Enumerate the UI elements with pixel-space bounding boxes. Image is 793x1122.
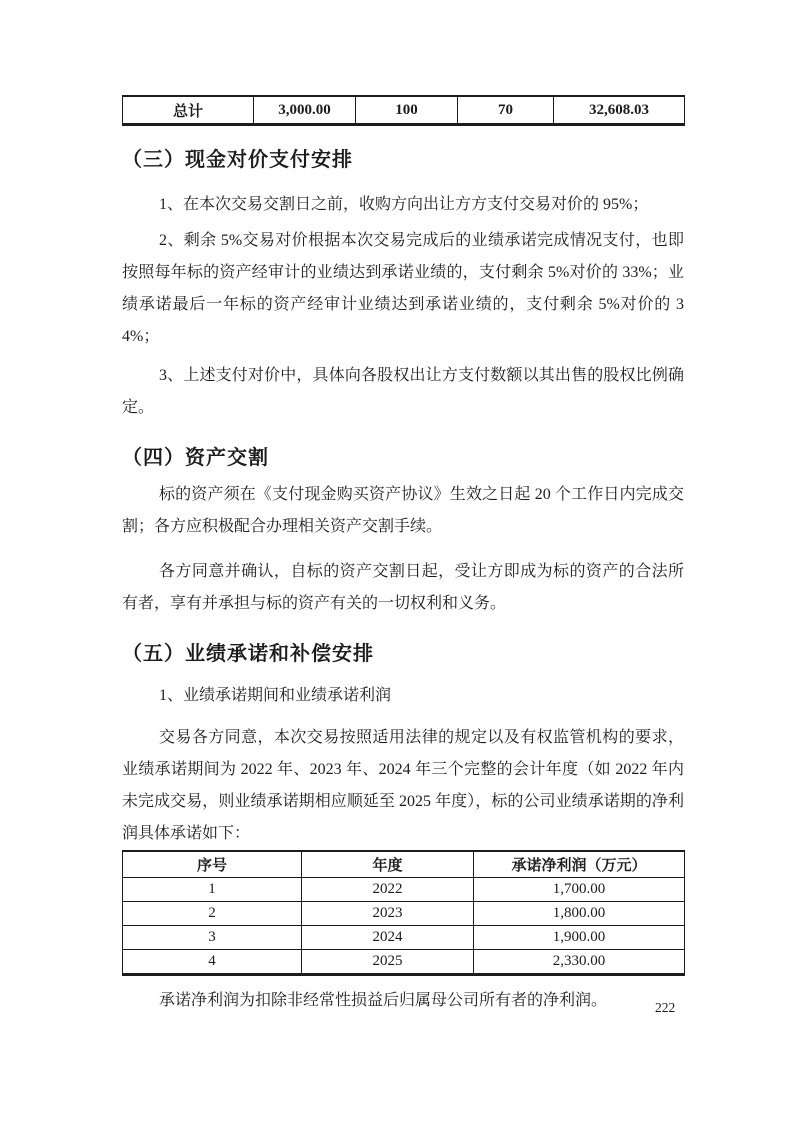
cell-year: 2023 [302, 902, 474, 926]
table-row [123, 950, 685, 975]
paragraph: 2、剩余 5%交易对价根据本次交易完成后的业绩承诺完成情况支付，也即按照每年标的资产经审计的业绩达到承诺业绩的，支付剩余 5%对价的 33%；业绩承诺最后一年标的资产经审计业绩达到承诺业绩的，支付剩余 5%对价的 34%； [122, 232, 684, 345]
total-cell: 100 [356, 96, 458, 125]
cell-profit: 1,800.00 [474, 902, 685, 926]
cell-index: 1 [123, 878, 302, 902]
cell-index: 3 [123, 926, 302, 950]
table-row [123, 902, 685, 926]
paragraph: 交易各方同意，本次交易按照适用法律的规定以及有权监管机构的要求，业绩承诺期间为 2022 年、2023 年、2024 年三个完整的会计年度（如 2022 年内未完成交易，则业绩承诺期相应顺延至 2025 年度），标的公司业绩承诺期的净利润具体承诺如下： [122, 729, 684, 842]
paragraph: 3、上述支付对价中，具体向各股权出让方支付数额以其出售的股权比例确定。 [122, 367, 684, 416]
cell-year: 2024 [302, 926, 474, 950]
cell-year: 2022 [302, 878, 474, 902]
table-row [123, 878, 685, 902]
paragraph: 1、在本次交易交割日之前，收购方向出让方方支付交易对价的 95%； [159, 196, 649, 213]
section-heading-4: （四）资产交割 [122, 447, 269, 469]
document-content [122, 0, 684, 1017]
cell-profit: 1,700.00 [474, 878, 685, 902]
table-header-row [123, 851, 685, 878]
carryover-total-table [122, 95, 685, 126]
paragraph: 标的资产须在《支付现金购买资产协议》生效之日起 20 个工作日内完成交割；各方应积极配合办理相关资产交割手续。 [122, 486, 684, 535]
profit-commitment-table [122, 850, 685, 976]
cell-index: 2 [123, 902, 302, 926]
subitem-heading: 1、业绩承诺期间和业绩承诺利润 [159, 687, 392, 704]
header-cell-profit: 承诺净利润（万元） [474, 851, 685, 878]
page-number: 222 [655, 1000, 676, 1015]
header-cell-index: 序号 [123, 851, 302, 878]
cell-index: 4 [123, 950, 302, 975]
paragraph: 承诺净利润为扣除非经常性损益后归属母公司所有者的净利润。 [159, 992, 608, 1009]
paragraph: 各方同意并确认，自标的资产交割日起，受让方即成为标的资产的合法所有者，享有并承担与标的资产有关的一切权利和义务。 [122, 563, 684, 612]
header-cell-year: 年度 [302, 851, 474, 878]
cell-year: 2025 [302, 950, 474, 975]
total-cell: 3,000.00 [254, 96, 356, 125]
total-cell: 70 [458, 96, 554, 125]
total-label-cell: 总计 [123, 96, 254, 125]
cell-profit: 2,330.00 [474, 950, 685, 975]
table-row [123, 926, 685, 950]
section-heading-3: （三）现金对价支付安排 [122, 149, 353, 171]
total-cell: 32,608.03 [554, 96, 685, 125]
section-heading-5: （五）业绩承诺和补偿安排 [122, 643, 374, 665]
total-row [123, 96, 685, 125]
cell-profit: 1,900.00 [474, 926, 685, 950]
